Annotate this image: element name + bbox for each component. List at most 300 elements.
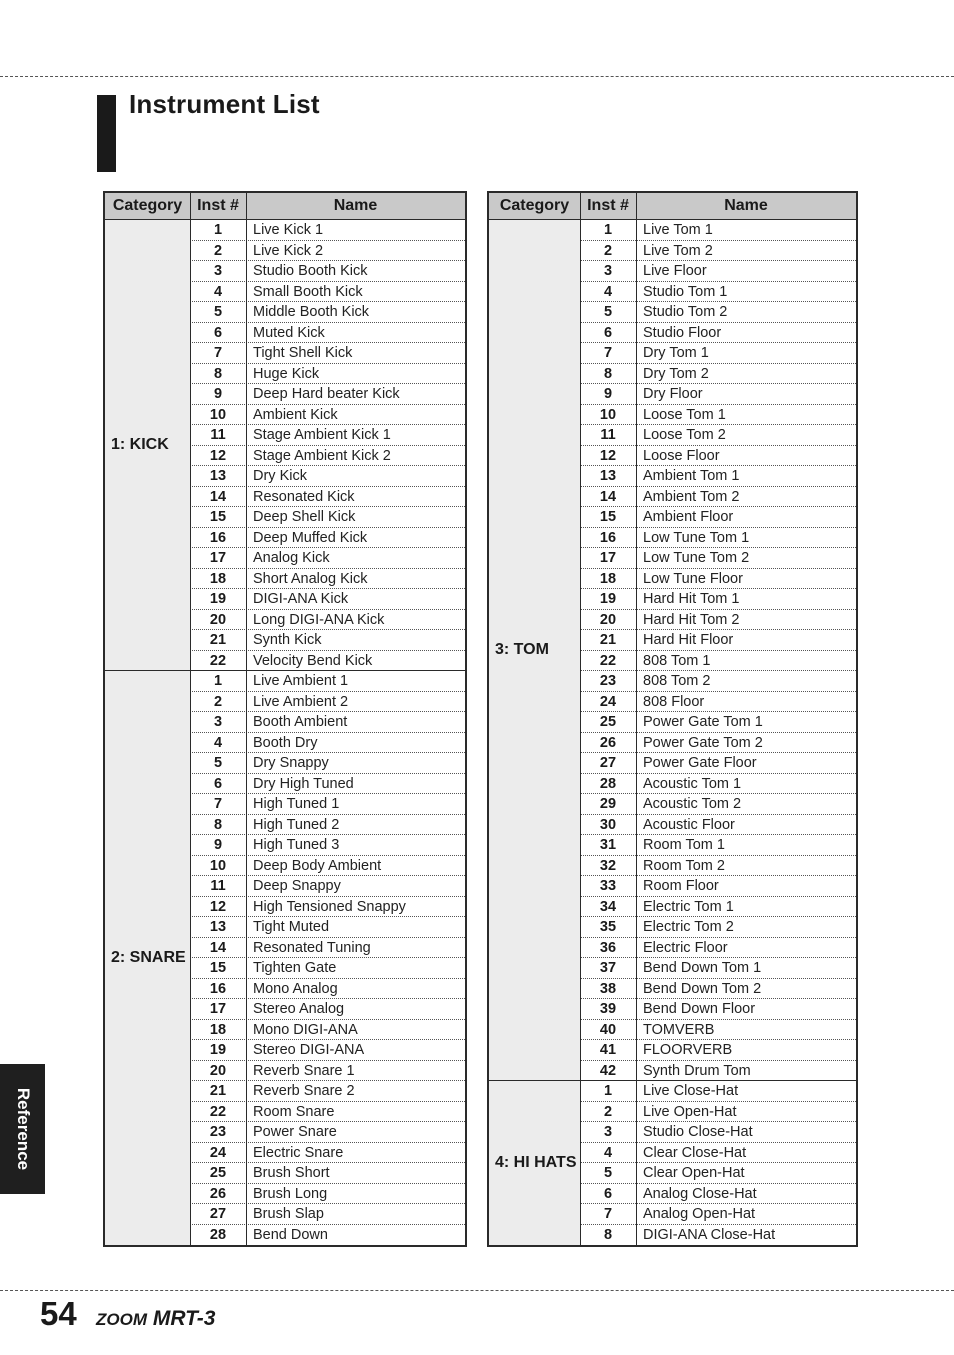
header-name: Name [724, 197, 768, 214]
inst-number: 18 [209, 1021, 227, 1038]
inst-number: 16 [209, 529, 227, 546]
instrument-name: Stage Ambient Kick 1 [253, 427, 391, 443]
table-row [580, 446, 856, 467]
inst-number: 24 [599, 693, 617, 710]
inst-number: 31 [599, 837, 617, 853]
table-row [580, 733, 856, 754]
inst-number: 38 [599, 980, 617, 997]
inst-number: 4 [603, 1144, 613, 1161]
table-row [580, 712, 856, 733]
instrument-name: Electric Tom 1 [643, 898, 734, 915]
header-inst-number: Inst # [197, 197, 239, 214]
inst-number: 19 [209, 1042, 227, 1058]
bottom-dashed-rule [0, 1290, 954, 1291]
table-row [580, 897, 856, 918]
instrument-name: High Tuned 1 [253, 796, 340, 812]
column-divider [246, 193, 247, 1245]
instrument-name: Studio Booth Kick [253, 263, 368, 279]
inst-number: 5 [213, 304, 223, 320]
instrument-name: Analog Kick [253, 550, 330, 566]
instrument-name: Middle Booth Kick [253, 304, 370, 320]
inst-number: 20 [209, 611, 227, 628]
table-row [190, 835, 465, 856]
inst-number: 7 [213, 345, 223, 361]
inst-number: 11 [210, 427, 226, 443]
table-row [580, 1102, 856, 1123]
table-row [190, 364, 465, 385]
table-row [580, 487, 856, 508]
table-row [580, 220, 856, 241]
category-label: 4: HI HATS [495, 1154, 577, 1171]
header-inst-number: Inst # [587, 197, 629, 214]
table-row [580, 753, 856, 774]
table-row [580, 938, 856, 959]
inst-number: 33 [599, 878, 617, 894]
instrument-name: Acoustic Tom 1 [643, 775, 742, 792]
table-row [580, 302, 856, 323]
instrument-name: Stage Ambient Kick 2 [253, 447, 391, 464]
inst-number: 34 [599, 898, 617, 915]
instrument-name: Low Tune Tom 1 [643, 529, 750, 546]
instrument-name: Tight Shell Kick [253, 345, 353, 361]
table-row [190, 384, 465, 405]
table-row [190, 302, 465, 323]
category-cell [105, 220, 190, 671]
instrument-name: Ambient Tom 1 [643, 468, 740, 484]
inst-number: 2 [603, 1103, 613, 1120]
table-row [580, 1163, 856, 1184]
table-row [580, 610, 856, 631]
table-row [580, 1225, 856, 1246]
inst-number: 32 [599, 857, 617, 874]
table-row [190, 507, 465, 528]
instrument-name: Long DIGI-ANA Kick [253, 611, 385, 628]
instrument-name: Mono DIGI-ANA [253, 1021, 358, 1038]
instrument-name: Analog Open-Hat [643, 1206, 756, 1222]
table-row [190, 1122, 465, 1143]
inst-number: 27 [209, 1206, 227, 1222]
table-row [580, 671, 856, 692]
table-row [190, 261, 465, 282]
instrument-name: Dry Snappy [253, 755, 329, 771]
table-row [190, 487, 465, 508]
inst-number: 5 [603, 1165, 613, 1181]
table-row [190, 774, 465, 795]
page-title: Instrument List [129, 89, 320, 119]
inst-number: 2 [213, 242, 223, 259]
table-row [580, 630, 856, 651]
table-row [190, 323, 465, 344]
table-row [580, 651, 856, 672]
table-row [190, 1081, 465, 1102]
table-row [580, 405, 856, 426]
instrument-name: Ambient Kick [253, 406, 338, 423]
inst-number: 8 [213, 365, 223, 382]
table-row [580, 364, 856, 385]
table-row [190, 651, 465, 672]
instrument-name: Resonated Tuning [253, 939, 371, 956]
table-row [580, 876, 856, 897]
inst-number: 12 [209, 898, 227, 915]
inst-number: 15 [209, 509, 227, 525]
table-row [190, 1204, 465, 1225]
inst-number: 14 [209, 939, 227, 956]
category-label: 3: TOM [495, 641, 549, 658]
header-name: Name [333, 197, 378, 214]
brand-label: ZOOM [96, 1310, 147, 1329]
instrument-name: Studio Tom 2 [643, 304, 728, 320]
instrument-name: Room Floor [643, 878, 719, 894]
instrument-name: Huge Kick [253, 365, 320, 382]
instrument-name: Studio Close-Hat [643, 1124, 753, 1140]
table-row [580, 999, 856, 1020]
table-row [190, 794, 465, 815]
table-row [190, 1061, 465, 1082]
inst-number: 20 [209, 1062, 227, 1079]
column-divider [636, 193, 637, 1245]
instrument-name: Live Ambient 2 [253, 693, 349, 710]
table-row [580, 528, 856, 549]
inst-number: 18 [599, 570, 617, 587]
inst-number: 30 [599, 816, 617, 833]
instrument-table-right [487, 191, 858, 1247]
inst-number: 23 [209, 1124, 227, 1140]
table-row [190, 815, 465, 836]
inst-number: 39 [599, 1001, 617, 1017]
instrument-name: Reverb Snare 2 [253, 1083, 355, 1099]
table-row [580, 774, 856, 795]
inst-number: 24 [209, 1144, 227, 1161]
inst-number: 3 [213, 714, 223, 730]
inst-number: 5 [603, 304, 613, 320]
product-label: MRT-3 [152, 1307, 216, 1330]
table-row [580, 261, 856, 282]
instrument-name: 808 Floor [643, 693, 705, 710]
inst-number: 6 [213, 324, 223, 341]
table-row [580, 507, 856, 528]
table-row [190, 979, 465, 1000]
inst-number: 26 [209, 1185, 227, 1202]
inst-number: 40 [599, 1021, 617, 1038]
category-label: 1: KICK [111, 436, 169, 453]
reference-side-tab [0, 1064, 45, 1194]
inst-number: 8 [213, 816, 223, 833]
table-row [580, 1204, 856, 1225]
instrument-name: Deep Hard beater Kick [253, 386, 400, 402]
table-row [190, 712, 465, 733]
table-row [190, 548, 465, 569]
inst-number: 19 [209, 591, 227, 607]
instrument-name: High Tuned 3 [253, 837, 340, 853]
inst-number: 17 [599, 550, 617, 566]
table-row [580, 241, 856, 262]
table-row [580, 692, 856, 713]
inst-number: 22 [209, 1103, 227, 1120]
table-row [190, 856, 465, 877]
instrument-name: Live Tom 2 [643, 242, 713, 259]
instrument-name: Dry Kick [253, 468, 307, 484]
inst-number: 19 [599, 591, 617, 607]
table-row [190, 466, 465, 487]
instrument-table-left [103, 191, 467, 1247]
table-row [190, 343, 465, 364]
instrument-name: Live Kick 2 [253, 242, 324, 259]
inst-number: 2 [603, 242, 613, 259]
inst-number: 8 [603, 1226, 613, 1243]
instrument-name: Synth Drum Tom [643, 1062, 751, 1079]
inst-number: 9 [213, 386, 223, 402]
inst-number: 6 [213, 775, 223, 792]
inst-number: 12 [209, 447, 227, 464]
table-row [580, 958, 856, 979]
instrument-name: Muted Kick [253, 324, 325, 341]
instrument-name: Electric Snare [253, 1144, 344, 1161]
instrument-name: Dry Tom 2 [643, 365, 709, 382]
instrument-name: TOMVERB [643, 1021, 715, 1038]
category-cell [489, 1081, 580, 1245]
inst-number: 41 [599, 1042, 617, 1058]
table-row [190, 671, 465, 692]
inst-number: 6 [603, 324, 613, 341]
table-row [190, 692, 465, 713]
instrument-name: 808 Tom 2 [643, 673, 711, 689]
table-row [190, 220, 465, 241]
inst-number: 25 [209, 1165, 227, 1181]
instrument-name: Analog Close-Hat [643, 1185, 757, 1202]
inst-number: 3 [213, 263, 223, 279]
inst-number: 14 [599, 488, 617, 505]
table-row [580, 1040, 856, 1061]
product-name [96, 1305, 215, 1334]
title-marker-bar [97, 95, 116, 172]
instrument-name: Bend Down Floor [643, 1001, 756, 1017]
inst-number: 21 [599, 632, 617, 648]
inst-number: 7 [603, 1206, 613, 1222]
table-row [190, 897, 465, 918]
table-header [489, 193, 856, 220]
instrument-name: Hard Hit Tom 2 [643, 611, 740, 628]
table-row [190, 958, 465, 979]
instrument-name: Power Gate Floor [643, 755, 757, 771]
category-cell [489, 220, 580, 1081]
table-row [190, 1225, 465, 1246]
table-row [580, 856, 856, 877]
instrument-name: Synth Kick [253, 632, 322, 648]
instrument-name: Live Open-Hat [643, 1103, 737, 1120]
instrument-name: Live Close-Hat [643, 1083, 739, 1099]
inst-number: 21 [209, 1083, 227, 1099]
inst-number: 1 [213, 222, 223, 238]
column-divider [580, 193, 581, 1245]
instrument-name: DIGI-ANA Kick [253, 591, 349, 607]
table-row [190, 733, 465, 754]
instrument-name: Tighten Gate [253, 960, 337, 976]
inst-number: 22 [209, 652, 227, 669]
category-label: 2: SNARE [111, 949, 186, 966]
table-row [190, 282, 465, 303]
table-row [580, 1122, 856, 1143]
inst-number: 37 [599, 960, 617, 976]
table-row [580, 548, 856, 569]
table-row [580, 1081, 856, 1102]
inst-number: 22 [599, 652, 617, 669]
instrument-name: 808 Tom 1 [643, 652, 711, 669]
table-row [190, 938, 465, 959]
instrument-name: Live Ambient 1 [253, 673, 349, 689]
table-row [190, 425, 465, 446]
table-row [190, 610, 465, 631]
inst-number: 27 [599, 755, 617, 771]
inst-number: 10 [599, 406, 617, 423]
inst-number: 35 [599, 919, 617, 935]
instrument-name: Live Floor [643, 263, 707, 279]
instrument-name: Live Tom 1 [643, 222, 713, 238]
inst-number: 11 [600, 427, 616, 443]
instrument-name: Power Snare [253, 1124, 337, 1140]
table-row [190, 589, 465, 610]
table-row [580, 569, 856, 590]
instrument-name: Live Kick 1 [253, 222, 324, 238]
table-row [580, 1143, 856, 1164]
instrument-name: Short Analog Kick [253, 570, 368, 587]
page-number: 54 [40, 1295, 77, 1332]
inst-number: 14 [209, 488, 227, 505]
inst-number: 13 [209, 468, 227, 484]
inst-number: 26 [599, 734, 617, 751]
instrument-name: Deep Muffed Kick [253, 529, 368, 546]
instrument-name: Dry High Tuned [253, 775, 354, 792]
instrument-name: Stereo Analog [253, 1001, 345, 1017]
instrument-name: Ambient Tom 2 [643, 488, 740, 505]
instrument-name: Booth Ambient [253, 714, 348, 730]
table-row [190, 528, 465, 549]
table-row [580, 343, 856, 364]
instrument-name: Dry Tom 1 [643, 345, 709, 361]
instrument-name: Electric Tom 2 [643, 919, 734, 935]
instrument-name: Room Tom 2 [643, 857, 725, 874]
instrument-name: Clear Open-Hat [643, 1165, 745, 1181]
inst-number: 15 [599, 509, 617, 525]
instrument-name: Loose Tom 1 [643, 406, 726, 423]
inst-number: 2 [213, 693, 223, 710]
table-row [190, 1102, 465, 1123]
table-row [190, 1184, 465, 1205]
table-row [190, 753, 465, 774]
inst-number: 4 [213, 283, 223, 300]
inst-number: 17 [209, 550, 227, 566]
table-row [190, 1040, 465, 1061]
instrument-name: Deep Shell Kick [253, 509, 356, 525]
inst-number: 13 [209, 919, 227, 935]
table-row [190, 241, 465, 262]
inst-number: 20 [599, 611, 617, 628]
instrument-name: Electric Floor [643, 939, 728, 956]
instrument-name: Brush Long [253, 1185, 328, 1202]
instrument-name: Mono Analog [253, 980, 338, 997]
instrument-name: FLOORVERB [643, 1042, 733, 1058]
table-row [190, 1143, 465, 1164]
inst-number: 10 [209, 857, 227, 874]
instrument-name: Studio Floor [643, 324, 722, 341]
instrument-name: Tight Muted [253, 919, 330, 935]
inst-number: 11 [210, 878, 226, 894]
table-row [580, 1020, 856, 1041]
instrument-name: Stereo DIGI-ANA [253, 1042, 365, 1058]
inst-number: 36 [599, 939, 617, 956]
instrument-name: Low Tune Floor [643, 570, 743, 587]
inst-number: 3 [603, 263, 613, 279]
header-category: Category [112, 197, 183, 214]
instrument-name: Deep Body Ambient [253, 857, 382, 874]
inst-number: 28 [599, 775, 617, 792]
inst-number: 9 [213, 837, 223, 853]
inst-number: 21 [209, 632, 227, 648]
instrument-name: Brush Slap [253, 1206, 324, 1222]
instrument-name: Reverb Snare 1 [253, 1062, 355, 1079]
inst-number: 16 [599, 529, 617, 546]
instrument-name: Loose Tom 2 [643, 427, 726, 443]
inst-number: 7 [213, 796, 223, 812]
instrument-name: Power Gate Tom 2 [643, 734, 763, 751]
instrument-name: Acoustic Floor [643, 816, 735, 833]
instrument-name: Bend Down [253, 1226, 328, 1243]
top-dashed-rule [0, 76, 954, 77]
table-row [580, 466, 856, 487]
table-row [580, 794, 856, 815]
instrument-name: Room Snare [253, 1103, 335, 1120]
instrument-name: DIGI-ANA Close-Hat [643, 1226, 776, 1243]
instrument-name: Dry Floor [643, 386, 703, 402]
side-tab-label: Reference [13, 1087, 33, 1171]
instrument-name: Power Gate Tom 1 [643, 714, 763, 730]
inst-number: 6 [603, 1185, 613, 1202]
inst-number: 8 [603, 365, 613, 382]
table-row [580, 384, 856, 405]
table-row [580, 425, 856, 446]
instrument-name: Velocity Bend Kick [253, 652, 373, 669]
instrument-name: High Tuned 2 [253, 816, 340, 833]
inst-number: 1 [603, 1083, 613, 1099]
table-row [580, 282, 856, 303]
instrument-name: Small Booth Kick [253, 283, 363, 300]
inst-number: 29 [599, 796, 617, 812]
table-row [190, 1020, 465, 1041]
instrument-name: Booth Dry [253, 734, 318, 751]
table-row [580, 323, 856, 344]
instrument-name: Room Tom 1 [643, 837, 725, 853]
table-row [580, 589, 856, 610]
table-row [190, 569, 465, 590]
inst-number: 17 [209, 1001, 227, 1017]
instrument-name: Bend Down Tom 2 [643, 980, 762, 997]
category-cell [105, 671, 190, 1245]
inst-number: 23 [599, 673, 617, 689]
inst-number: 18 [209, 570, 227, 587]
inst-number: 7 [603, 345, 613, 361]
instrument-name: Brush Short [253, 1165, 330, 1181]
inst-number: 9 [603, 386, 613, 402]
instrument-name: Deep Snappy [253, 878, 341, 894]
inst-number: 3 [603, 1124, 613, 1140]
table-row [580, 1184, 856, 1205]
table-row [190, 405, 465, 426]
inst-number: 15 [209, 960, 227, 976]
instrument-name: Clear Close-Hat [643, 1144, 747, 1161]
inst-number: 4 [213, 734, 223, 751]
instrument-name: Loose Floor [643, 447, 720, 464]
instrument-name: Ambient Floor [643, 509, 734, 525]
inst-number: 13 [599, 468, 617, 484]
